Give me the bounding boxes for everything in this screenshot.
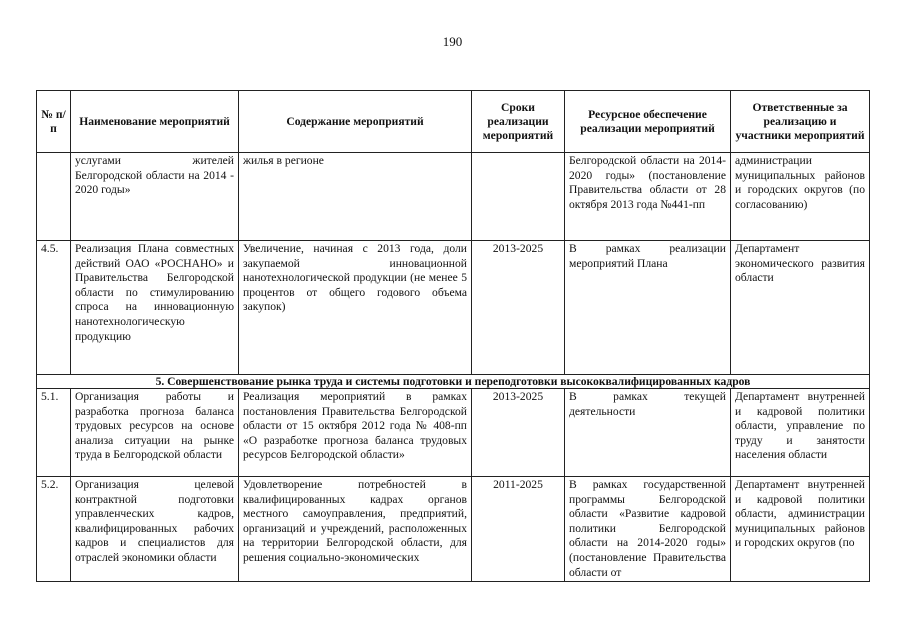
header-responsible: Ответственные за реализацию и участники мероприятий <box>731 91 870 153</box>
table-row <box>37 241 870 375</box>
row-resources: Белгородской области на 2014-2020 годы» (постановление Правительства области от 28 октября 2013 года №441-пп <box>565 153 731 241</box>
row-content: жилья в регионе <box>239 153 472 241</box>
row-num <box>37 153 71 241</box>
row-responsible: администрации муниципальных районов и городских округов (по согласованию) <box>731 153 870 241</box>
section-row <box>37 375 870 389</box>
row-name: Организация целевой контрактной подготовки управленческих кадров, квалифицированных рабочих кадров и специалистов для отраслей экономики области <box>71 477 239 582</box>
table-row <box>37 153 870 241</box>
row-content: Увеличение, начиная с 2013 года, доли закупаемой инновационной нанотехнологической продукции (не менее 5 процентов от общего годового объема закупок) <box>239 241 472 375</box>
header-num: № п/п <box>37 91 71 153</box>
row-num: 5.2. <box>37 477 71 582</box>
row-responsible: Департамент экономического развития области <box>731 241 870 375</box>
row-content: Реализация мероприятий в рамках постановления Правительства Белгородской области от 15 октября 2012 года № 408-пп «О разработке прогноза баланса трудовых ресурсов Белгородской области» <box>239 389 472 477</box>
header-content: Содержание мероприятий <box>239 91 472 153</box>
table-header-row <box>37 91 870 153</box>
page-number: 190 <box>442 34 463 49</box>
row-num: 4.5. <box>37 241 71 375</box>
row-terms: 2013-2025 <box>472 241 565 375</box>
table-row <box>37 477 870 582</box>
row-terms <box>472 153 565 241</box>
header-resources: Ресурсное обеспечение реализации мероприятий <box>565 91 731 153</box>
header-name: Наименование мероприятий <box>71 91 239 153</box>
row-responsible: Департамент внутренней и кадровой политики области, управление по труду и занятости населения области <box>731 389 870 477</box>
table-row <box>37 389 870 477</box>
row-resources: В рамках реализации мероприятий Плана <box>565 241 731 375</box>
row-num: 5.1. <box>37 389 71 477</box>
row-name: Организация работы и разработка прогноза баланса трудовых ресурсов на основе анализа ситуации на рынке труда в Белгородской области <box>71 389 239 477</box>
row-name: Реализация Плана совместных действий ОАО «РОСНАНО» и Правительства Белгородской области по стимулированию спроса на инновационную нанотехнологическую продукцию <box>71 241 239 375</box>
row-content: Удовлетворение потребностей в квалифицированных кадрах органов местного самоуправления, предприятий, организаций и учреждений, расположенных на территории Белгородской области, для решения социально-экономических <box>239 477 472 582</box>
row-resources: В рамках государственной программы Белгородской области «Развитие кадровой политики Белгородской области на 2014-2020 годы» (постановление Правительства области от <box>565 477 731 582</box>
section-title: 5. Совершенствование рынка труда и системы подготовки и переподготовки высококвалифицированных кадров <box>37 375 870 389</box>
row-responsible: Департамент внутренней и кадровой политики области, администрации муниципальных районов и городских округов (по <box>731 477 870 582</box>
row-terms: 2013-2025 <box>472 389 565 477</box>
row-name: услугами жителей Белгородской области на 2014 - 2020 годы» <box>71 153 239 241</box>
header-terms: Сроки реализации мероприятий <box>472 91 565 153</box>
row-resources: В рамках текущей деятельности <box>565 389 731 477</box>
measures-table <box>36 90 870 582</box>
row-terms: 2011-2025 <box>472 477 565 582</box>
